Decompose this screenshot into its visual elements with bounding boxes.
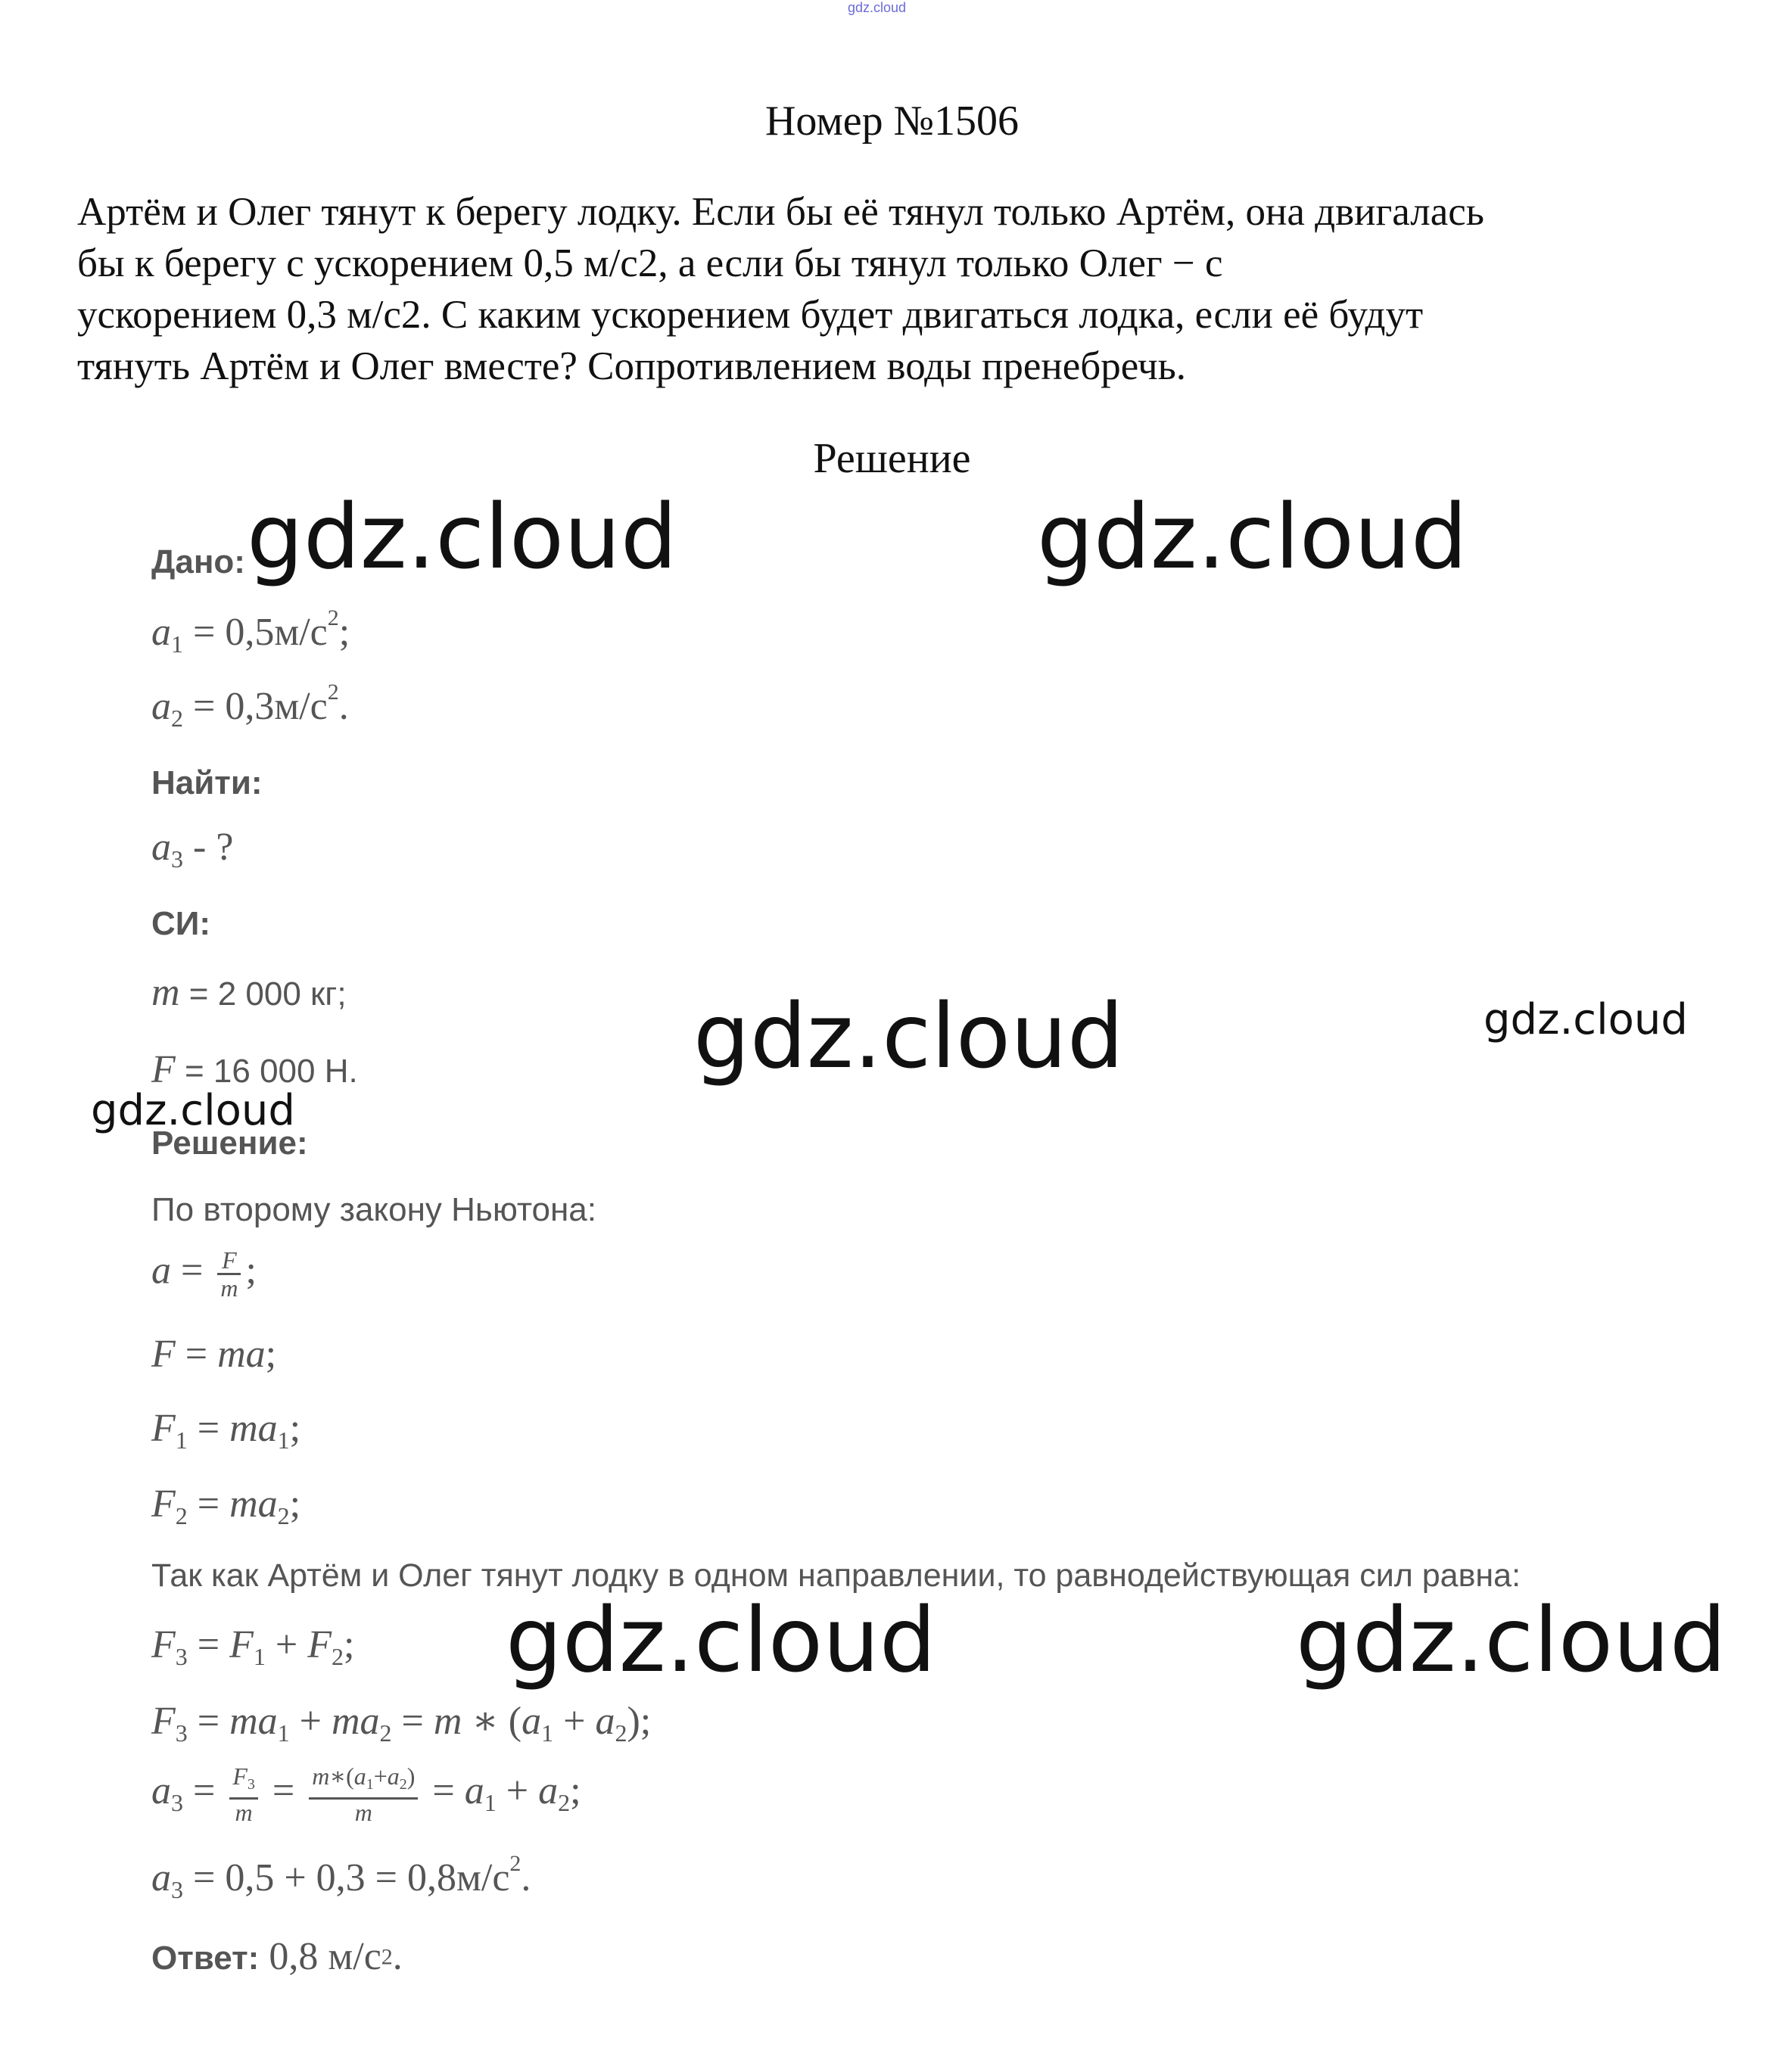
page-title: Номер №1506 — [764, 98, 1020, 145]
given-a1: $a_1 = 0,5м/с^2$; — [151, 605, 350, 658]
answer-label: Ответ: — [151, 1940, 260, 1977]
si-mass-value: = 2 000 кг; — [179, 975, 347, 1013]
newton-text: По второму закону Ньютона: — [151, 1191, 597, 1228]
formula-f2: $F_2 = ma_2$; — [151, 1482, 301, 1529]
given-a2: $a_2 = 0,3м/с^2$. — [151, 680, 349, 732]
formula-a3-derive: $a_3$ = $\frac{F_3}{m}$ = $\frac{m∗(a_1+a_2)}{m}$ = $a_1 + a_2$; — [151, 1762, 581, 1826]
solution-heading: Решение — [813, 435, 971, 482]
watermark: gdz.cloud — [506, 1588, 936, 1692]
watermark: gdz.cloud — [1037, 484, 1468, 589]
find-a3: $a_3$ - ? — [151, 826, 234, 873]
fraction: $\frac{F}{m}$ — [217, 1247, 241, 1301]
formula-f-ma: F = ma; — [151, 1333, 277, 1376]
same-direction-text: Так как Артём и Олег тянут лодку в одном направлении, то равнодействующая сил равна: — [151, 1557, 1521, 1594]
watermark: gdz.cloud — [693, 984, 1124, 1088]
problem-line: тянуть Артём и Олег вместе? Сопротивлением воды пренебречь. — [77, 344, 1187, 388]
formula-f1: $F_1 = ma_1$; — [151, 1407, 301, 1454]
si-force: F = 16 000 Н. — [151, 1048, 358, 1091]
answer: Ответ: 0,8 $м/с^2$. — [151, 1935, 403, 1978]
si-force-value: = 16 000 Н. — [175, 1053, 358, 1090]
problem-line: бы к берегу с ускорением 0,5 м/с2, а если бы тянул только Олег − с — [77, 241, 1223, 285]
formula-f3-expand: $F_3 = ma_1 + ma_2 = m$ ∗ $(a_1 + a_2)$; — [151, 1700, 652, 1747]
given-label: Дано: — [151, 543, 245, 580]
problem-statement — [77, 186, 1727, 392]
formula-a-f-m: a = $\frac{F}{m}$ ; — [151, 1246, 257, 1302]
given-a1-value: = 0,5м/с — [193, 611, 328, 654]
problem-line: Артём и Олег тянут к берегу лодку. Если бы её тянул только Артём, она двигалась — [77, 190, 1484, 234]
fraction: $\frac{m∗(a_1+a_2)}{m}$ — [309, 1763, 418, 1825]
watermark: gdz.cloud — [247, 484, 677, 589]
given-a2-value: = 0,3м/с — [193, 685, 328, 728]
solution-label: Решение: — [151, 1125, 308, 1162]
watermark: gdz.cloud — [1484, 995, 1688, 1044]
si-mass: m = 2 000 кг; — [151, 971, 347, 1014]
si-label: СИ: — [151, 905, 211, 942]
answer-value: 0,8 м/с — [259, 1935, 381, 1978]
a3-result-value: = 0,5 + 0,3 = 0,8м/с — [193, 1856, 510, 1899]
fraction: $\frac{F_3}{m}$ — [229, 1763, 258, 1825]
formula-a3-result: $a_3 = 0,5 + 0,3 = 0,8м/с^2$. — [151, 1851, 531, 1903]
source-watermark: gdz.cloud — [848, 0, 907, 15]
find-label: Найти: — [151, 764, 263, 801]
problem-line: ускорением 0,3 м/с2. С каким ускорением будет двигаться лодка, если её будут — [77, 293, 1424, 337]
find-a3-value: - ? — [183, 826, 234, 869]
formula-f3-sum: $F_3 = F_1 + F_2$; — [151, 1623, 355, 1670]
watermark: gdz.cloud — [1296, 1588, 1726, 1692]
watermark: gdz.cloud — [91, 1086, 295, 1135]
